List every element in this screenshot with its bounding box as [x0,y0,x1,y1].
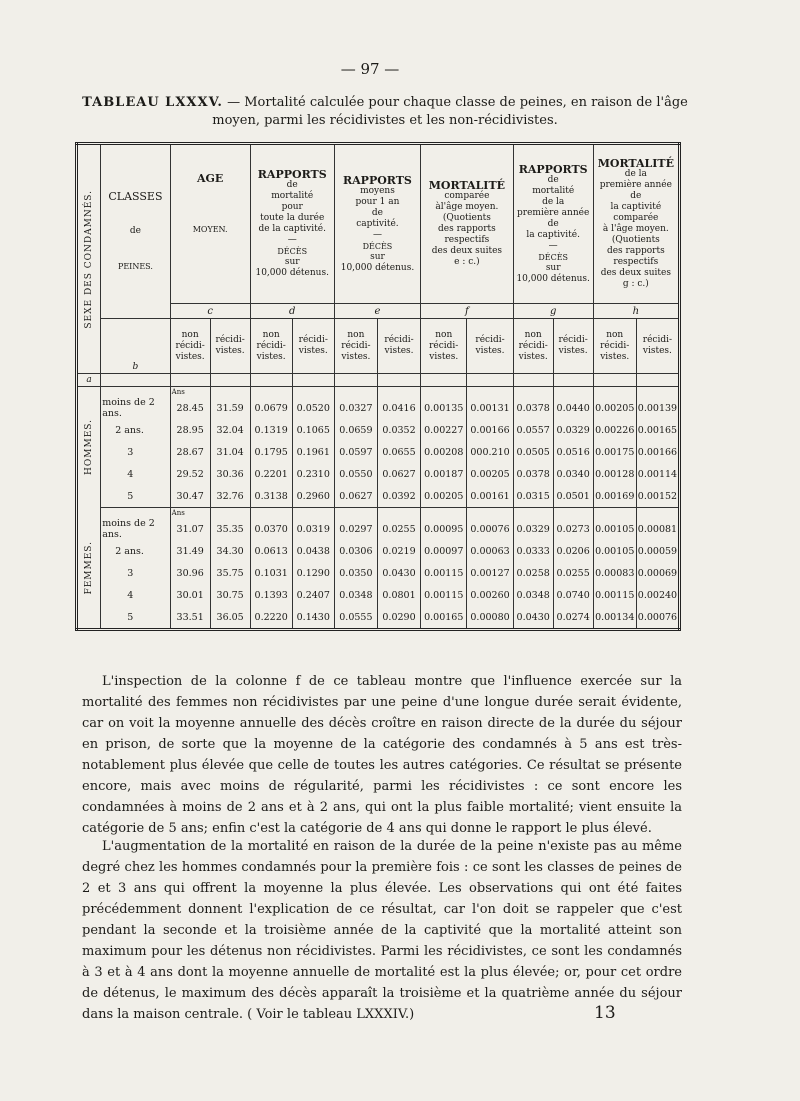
sub-non: non récidi- vistes. [334,319,377,374]
letter-e: e [334,304,420,319]
table-row: moins de 2 ans. 31.07 35.35 0.0370 0.0319 0.0297 0.0255 0.00095 0.00076 0.0329 0.0273 0.00105 0.00081 [77,518,680,540]
table-row: 2 ans. 28.95 32.04 0.1319 0.1065 0.0659 0.0352 0.00227 0.00166 0.0557 0.0329 0.00226 0.00165 [77,419,680,441]
page-signature: 13 [594,1003,616,1023]
letter-d: d [250,304,334,319]
table-row: 4 30.01 30.75 0.1393 0.2407 0.0348 0.0801 0.00115 0.00260 0.0348 0.0740 0.00115 0.00240 [77,584,680,606]
table-row: 4 29.52 30.36 0.2201 0.2310 0.0550 0.0627 0.00187 0.00205 0.0378 0.0340 0.00128 0.00114 [77,463,680,485]
header-sexe: SEXE DES CONDAMNÉS. [77,144,101,374]
sub-non: non récidi- vistes. [421,319,467,374]
table-row: moins de 2 ans. 28.45 31.59 0.0679 0.0520 0.0327 0.0416 0.00135 0.00131 0.0378 0.0440 0.00205 0.00139 [77,397,680,419]
sub-rec: récidi- vistes. [210,319,250,374]
header-classes-l2: de [129,226,141,236]
header-rapports-captivite: RAPPORTS de mortalité pour toute la durée de la captivité. — DÉCÈS sur 10,000 détenus. [250,144,334,304]
paragraph-2: L'augmentation de la mortalité en raison de la durée de la peine n'existe pas au même degré chez les hommes condamnés pour la première fois : ce sont les classes de peines de 2 et 3 ans qui offrent la moyenne la plus élevée. Les observations qui ont été faites précédemment donnent l'explication de ce résultat, car l'on doit se rappeler que c'est pendant la seconde et la troisième année de la captivité que la mortalité atteint son maximum pour les détenus non récidivistes. Parmi les récidivistes, ce sont les condamnés à 3 et à 4 ans dont la moyenne annuelle de mortalité est la plus élevée; or, pour cet ordre de détenus, le maximum des décès apparaît la troisième et la quatrième année du séjour dans la maison centrale. ( Voir le tableau LXXXIV.) [82,839,682,1022]
page-number: — 97 — [340,60,400,78]
table-row: 3 28.67 31.04 0.1795 0.1961 0.0597 0.0655 0.00208 000.210 0.0505 0.0516 0.00175 0.00166 [77,441,680,463]
table-row: 5 33.51 36.05 0.2220 0.1430 0.0555 0.0290 0.00165 0.00080 0.0430 0.0274 0.00134 0.00076 [77,606,680,630]
sub-non: non récidi- vistes. [170,319,210,374]
label-femmes: FEMMES. [77,508,101,630]
header-rapports-moyens: RAPPORTS moyens pour 1 an de captivité. — DÉCÈS sur 10,000 détenus. [334,144,420,304]
ans-label: Ans [170,387,210,398]
table-row: 5 30.47 32.76 0.3138 0.2960 0.0627 0.0392 0.00205 0.00161 0.0315 0.0501 0.00169 0.00152 [77,485,680,508]
letter-c: c [170,304,250,319]
sub-non: non récidi- vistes. [513,319,553,374]
table-title [82,94,688,130]
letter-h: h [593,304,679,319]
header-mortalite-premiere: MORTALITÉ de la première année de la captivité comparée à l'âge moyen. (Quotients des rapports respectifs des deux suites g : c.) [593,144,679,304]
ans-label: Ans [170,508,210,519]
header-classes-l1: CLASSES [108,190,163,203]
sub-non: non récidi- vistes. [250,319,292,374]
header-classes-l3: PEINES. [117,262,153,271]
sub-rec: récidi- vistes. [467,319,513,374]
sub-rec: récidi- vistes. [636,319,679,374]
table-title-lead: TABLEAU LXXXV. [82,95,223,110]
paragraph-1: L'inspection de la colonne f de ce tableau montre que l'influence exercée sur la mortalité des femmes non récidivistes par une peine d'une longue durée serait évidente, car on voit la moyenne annuelle des décès croître en raison directe de la durée du séjour en prison, de sorte que la moyenne de la catégorie des condamnés à 5 ans est très-notablement plus élevée que celle de toutes les autres catégories. Ce résultat se présente encore, mais avec moins de régularité, parmi les récidivistes : ce sont encore les condamnées à moins de 2 ans et à 2 ans, qui ont la plus faible mortalité; vient ensuite la catégorie de 5 ans; enfin c'est la catégorie de 4 ans qui donne le rapport le plus élevé. [82,674,682,836]
letter-a: a [77,374,101,387]
header-age: AGE MOYEN. [170,144,250,304]
header-mortalite-comparee: MORTALITÉ comparée àl'âge moyen. (Quotients des rapports respectifs des deux suites e : c.) [421,144,514,304]
header-rapports-premiere: RAPPORTS de mortalité de la première année de la captivité. — DÉCÈS sur 10,000 détenus. [513,144,593,304]
letter-g: g [513,304,593,319]
table-row: 3 30.96 35.75 0.1031 0.1290 0.0350 0.0430 0.00115 0.00127 0.0258 0.0255 0.00083 0.00069 [77,562,680,584]
mortality-table [75,142,681,631]
sub-rec: récidi- vistes. [553,319,593,374]
table-title-text: — Mortalité calculée pour chaque classe de peines, en raison de l'âge moyen, parmi les récidivistes et les non-récidivistes. [212,95,688,128]
header-classes [101,144,170,319]
sub-non: non récidi- vistes. [593,319,636,374]
sub-rec: récidi- vistes. [377,319,420,374]
table-row: 2 ans. 31.49 34.30 0.0613 0.0438 0.0306 0.0219 0.00097 0.00063 0.0333 0.0206 0.00105 0.00059 [77,540,680,562]
letter-f: f [421,304,514,319]
label-hommes: HOMMES. [77,387,101,508]
sub-rec: récidi- vistes. [292,319,334,374]
letter-b: b [101,319,170,374]
